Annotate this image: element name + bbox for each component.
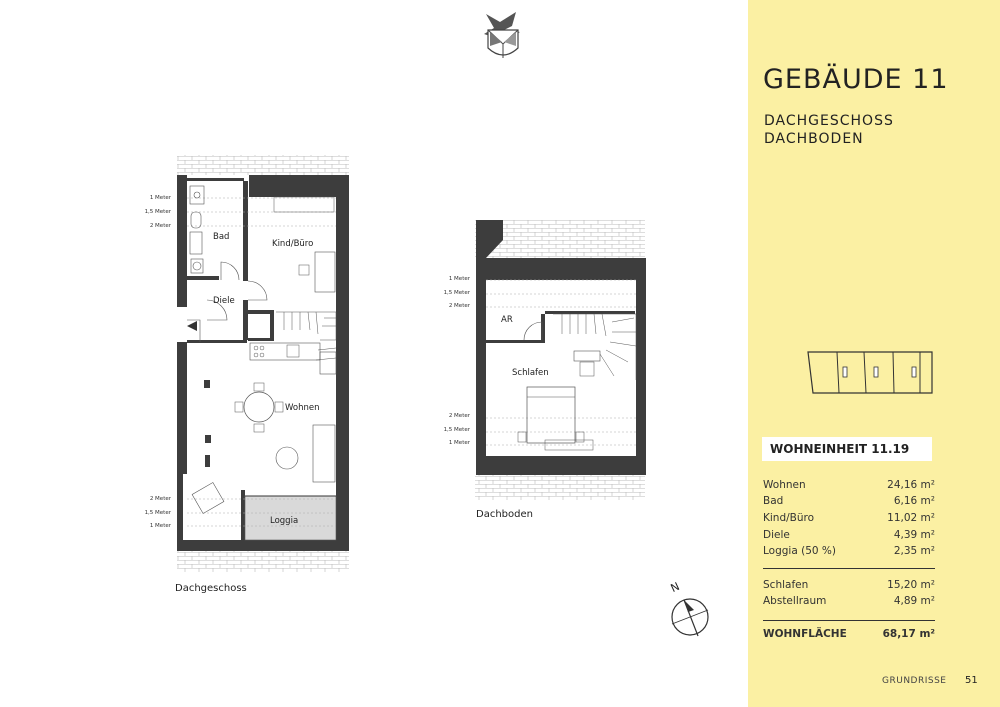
floor-name-2: DACHBODEN (764, 131, 864, 147)
coat-of-arms-icon (484, 12, 520, 58)
section-label: GRUNDRISSE (882, 676, 947, 686)
entrance-arrow-icon (187, 321, 197, 331)
unit-title: WOHNEINHEIT 11.19 (770, 442, 910, 456)
area-row-total: WOHNFLÄCHE 68,17 m² (763, 628, 935, 640)
room-label-loggia: Loggia (270, 516, 299, 526)
room-label-kind: Kind/Büro (272, 239, 314, 249)
area-row-kind: Kind/Büro 11,02 m² (763, 512, 935, 524)
area-row-wohnen: Wohnen 24,16 m² (763, 479, 935, 491)
area-row-abstellraum: Abstellraum 4,89 m² (763, 595, 935, 607)
room-label-wohnen: Wohnen (285, 403, 320, 413)
north-arrow-icon (672, 599, 708, 636)
height-label: 1,5 Meter (144, 510, 171, 516)
height-label: 2 Meter (448, 413, 470, 419)
height-label: 1 Meter (448, 276, 470, 282)
building-title: GEBÄUDE 11 (763, 64, 949, 95)
roof-tiles (177, 155, 349, 175)
room-label-diele: Diele (213, 296, 235, 306)
room-label-ar: AR (501, 315, 513, 325)
area-row-bad: Bad 6,16 m² (763, 495, 935, 507)
height-label: 2 Meter (149, 223, 171, 229)
roof-tiles (475, 474, 645, 500)
area-row-loggia: Loggia (50 %) 2,35 m² (763, 545, 935, 557)
height-label: 2 Meter (448, 303, 470, 309)
area-row-schlafen: Schlafen 15,20 m² (763, 579, 935, 591)
plan-label-dachboden: Dachboden (476, 509, 533, 520)
height-label: 2 Meter (149, 496, 171, 502)
height-label: 1 Meter (149, 195, 171, 201)
left-floor-plan (177, 175, 349, 551)
height-label: 1,5 Meter (443, 290, 470, 296)
roof-tiles (177, 551, 349, 572)
right-floor-plan (476, 220, 646, 475)
height-label: 1,5 Meter (144, 209, 171, 215)
floor-name-1: DACHGESCHOSS (764, 113, 894, 129)
room-label-schlafen: Schlafen (512, 368, 549, 378)
page-number: 51 (965, 675, 978, 686)
height-label: 1 Meter (448, 440, 470, 446)
height-label: 1,5 Meter (443, 427, 470, 433)
area-row-diele: Diele 4,39 m² (763, 529, 935, 541)
plan-label-dachgeschoss: Dachgeschoss (175, 583, 247, 594)
height-label: 1 Meter (149, 523, 171, 529)
room-label-bad: Bad (213, 232, 230, 242)
compass-letter: N (668, 579, 682, 596)
